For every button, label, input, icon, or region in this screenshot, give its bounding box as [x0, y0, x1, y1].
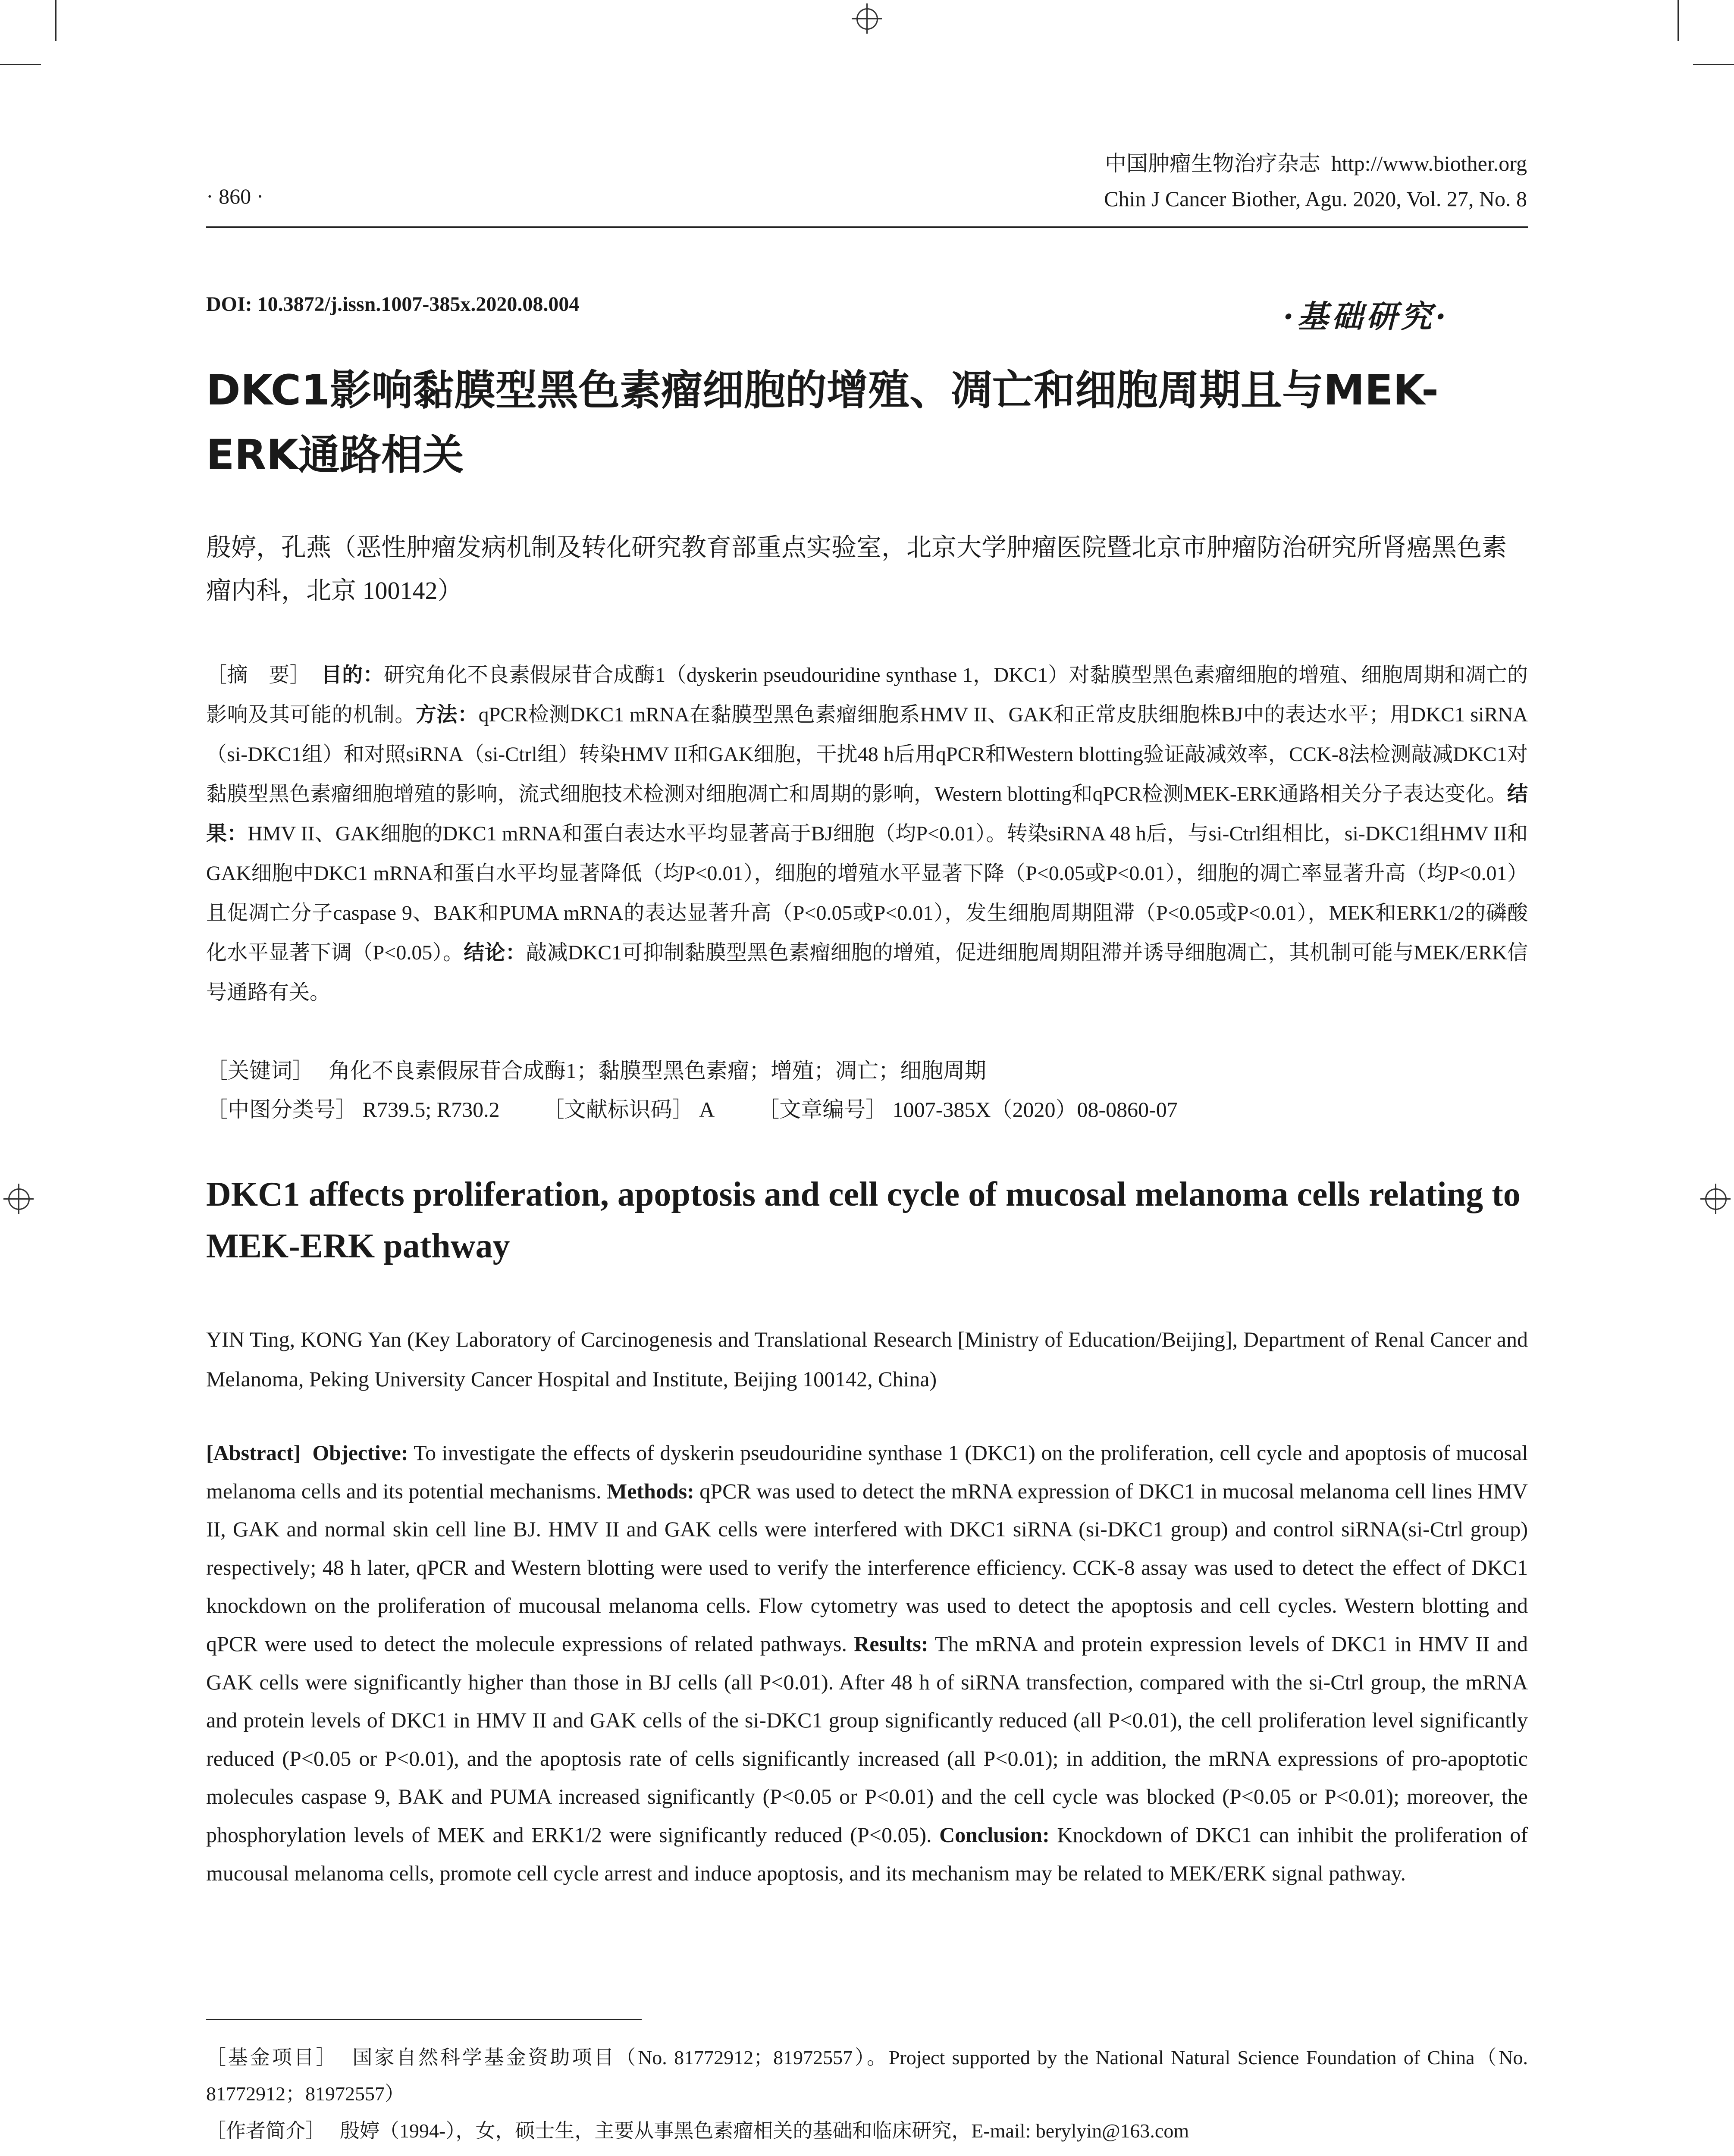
results-cn: HMV II、GAK细胞的DKC1 mRNA和蛋白表达水平均显著高于BJ细胞（均P<0.01）。转染siRNA 48 h后，与si-Ctrl组相比，si-DKC1组HMV II和GAK细胞中DKC1 mRNA和蛋白水平均显著降低（均P<0.01），细胞的增殖水平显著下降（P<0.05或P<0.01），细胞的凋亡率显著升高（均P<0.01）且促凋亡分子caspase 9、BAK和PUMA mRNA的表达显著升高（P<0.05或P<0.01），发生细胞周期阻滞（P<0.05或P<0.01），MEK和ERK1/2的磷酸化水平显著下调（P<0.05）。 — [206, 822, 1528, 964]
journal-header — [1104, 146, 1527, 216]
methods-label-en: Methods: — [607, 1479, 694, 1503]
authors-cn: 殷婷，孔燕（恶性肿瘤发病机制及转化研究教育部重点实验室，北京大学肿瘤医院暨北京市肿瘤防治研究所肾癌黑色素瘤内科，北京 100142） — [206, 533, 1507, 605]
doc-code-label: ［文献标识码］ — [542, 1097, 694, 1122]
crop-mark — [1678, 0, 1679, 41]
page-number: · 860 · — [206, 184, 264, 208]
results-label-en: Results: — [854, 1631, 928, 1656]
footnote-rule — [206, 2019, 642, 2020]
objective-cn: 研究角化不良素假尿苷合成酶1（dyskerin pseudouridine synthase 1，DKC1）对黏膜型黑色素瘤细胞的增殖、细胞周期和凋亡的影响及其可能的机制。 — [206, 664, 1528, 726]
article-no-label: ［文章编号］ — [758, 1097, 887, 1122]
fund-label: ［基金项目］ — [206, 2046, 338, 2068]
objective-label-en: Objective: — [312, 1441, 408, 1465]
author-note — [206, 2113, 1528, 2149]
methods-cn: qPCR检测DKC1 mRNA在黏膜型黑色素瘤细胞系HMV II、GAK和正常皮肤细胞株BJ中的表达水平；用DKC1 siRNA（si-DKC1组）和对照siRNA（si-Ctrl组）转染HMV II和GAK细胞，干扰48 h后用qPCR和Western blotting验证敲减效率，CCK-8法检测敲减DKC1对黏膜型黑色素瘤细胞增殖的影响，流式细胞技术检测对细胞凋亡和周期的影响，Western blotting和qPCR检测MEK-ERK通路相关分子表达变化。 — [206, 703, 1528, 805]
section-label: ·基础研究· — [1283, 298, 1450, 335]
clc-label: ［中图分类号］ — [206, 1097, 357, 1122]
methods-en: qPCR was used to detect the mRNA expression of DKC1 in mucosal melanoma cell lines HMV II, GAK and normal skin cell line BJ. HMV II and GAK cells were interfered with DKC1 siRNA (si-DKC1 group) and control siRNA(si-Ctrl group) respectively; 48 h later, qPCR and Western blotting were used to verify the interference efficiency. CCK-8 assay was used to detect the effect of DKC1 knockdown on the proliferation of mucousal melanoma cells. Flow cytometry was used to detect the apoptosis and cell cycles. Western blotting and qPCR were used to detect the molecule expressions of related pathways. — [206, 1479, 1528, 1656]
journal-citation: Chin J Cancer Biother, Agu. 2020, Vol. 27, No. 8 — [1104, 187, 1527, 211]
corresponding-note — [206, 2150, 1528, 2156]
objective-label-cn: 目的： — [321, 664, 384, 686]
results-label-cn: 结果： — [206, 783, 1528, 845]
abstract-cn — [206, 655, 1528, 1012]
journal-url[interactable]: http://www.biother.org — [1331, 151, 1527, 175]
classification — [206, 1090, 1528, 1129]
abstract-cn-label: ［摘 要］ — [206, 664, 310, 686]
fund-note — [206, 2040, 1528, 2112]
registration-mark-icon — [1700, 1184, 1731, 1214]
crop-mark — [1693, 64, 1734, 65]
fund-text: 国家自然科学基金资助项目（No. 81772912；81972557）。Project supported by the National Natural Science Foundation of China（No. 81772912；81972557） — [206, 2046, 1528, 2105]
title-cn: DKC1影响黏膜型黑色素瘤细胞的增殖、凋亡和细胞周期且与MEK-ERK通路相关 — [206, 366, 1439, 479]
registration-mark-icon — [3, 1184, 34, 1214]
abstract-en-label: [Abstract] — [206, 1441, 301, 1465]
author-info-label: ［作者简介］ — [206, 2120, 325, 2142]
journal-name: 中国肿瘤生物治疗杂志 — [1104, 151, 1320, 175]
keywords-text: 角化不良素假尿苷合成酶1；黏膜型黑色素瘤；增殖；凋亡；细胞周期 — [329, 1059, 986, 1083]
article-no-value: 1007-385X（2020）08-0860-07 — [892, 1097, 1178, 1122]
keywords-label: ［关键词］ — [206, 1059, 314, 1083]
title-en: DKC1 affects proliferation, apoptosis and cell cycle of mucosal melanoma cells relating to MEK-ERK pathway — [206, 1175, 1521, 1265]
doi: DOI: 10.3872/j.issn.1007-385x.2020.08.004 — [206, 293, 580, 316]
conclusion-label-cn: 结论： — [464, 941, 527, 964]
keywords — [206, 1051, 1528, 1090]
conclusion-cn: 敲减DKC1可抑制黏膜型黑色素瘤细胞的增殖，促进细胞周期阻滞并诱导细胞凋亡，其机制可能与MEK/ERK信号通路有关。 — [206, 941, 1528, 1004]
authors-en: YIN Ting, KONG Yan (Key Laboratory of Carcinogenesis and Translational Research [Ministry of Education/Beijing], Department of Renal Cancer and Melanoma, Peking University Cancer Hospital and Institute, Beijing 100142, China) — [206, 1327, 1528, 1391]
registration-mark-icon — [852, 3, 882, 34]
doc-code-value: A — [699, 1097, 715, 1122]
conclusion-en: Knockdown of DKC1 can inhibit the proliferation of mucousal melanoma cells, promote cell cycle arrest and induce apoptosis, and its mechanism may be related to MEK/ERK signal pathway. — [206, 1822, 1528, 1885]
objective-en: To investigate the effects of dyskerin pseudouridine synthase 1 (DKC1) on the proliferation, cell cycle and apoptosis of mucosal melanoma cells and its potential mechanisms. — [206, 1441, 1528, 1503]
methods-label-cn: 方法： — [415, 703, 479, 726]
abstract-en — [206, 1434, 1528, 1892]
results-en: The mRNA and protein expression levels of DKC1 in HMV II and GAK cells were significantly higher than those in BJ cells (all P<0.01). After 48 h of siRNA transfection, compared with the si-Ctrl group, the mRNA and protein levels of DKC1 in HMV II and GAK cells of the si-DKC1 group significantly reduced (all P<0.01), the cell proliferation level significantly reduced (P<0.05 or P<0.01), and the apoptosis rate of cells significantly increased (all P<0.01); in addition, the mRNA expressions of pro-apoptotic molecules caspase 9, BAK and PUMA increased significantly (P<0.05 or P<0.01) and the cell cycle was blocked (P<0.05 or P<0.01); moreover, the phosphorylation levels of MEK and ERK1/2 were significantly reduced (P<0.05). — [206, 1631, 1528, 1847]
crop-mark — [0, 64, 41, 65]
author-info-text: 殷婷（1994-），女，硕士生，主要从事黑色素瘤相关的基础和临床研究，E-mail: berylyin@163.com — [340, 2120, 1189, 2142]
crop-mark — [55, 0, 56, 41]
conclusion-label-en: Conclusion: — [939, 1822, 1050, 1847]
clc-value: R739.5; R730.2 — [362, 1097, 500, 1122]
header-rule — [206, 226, 1528, 228]
